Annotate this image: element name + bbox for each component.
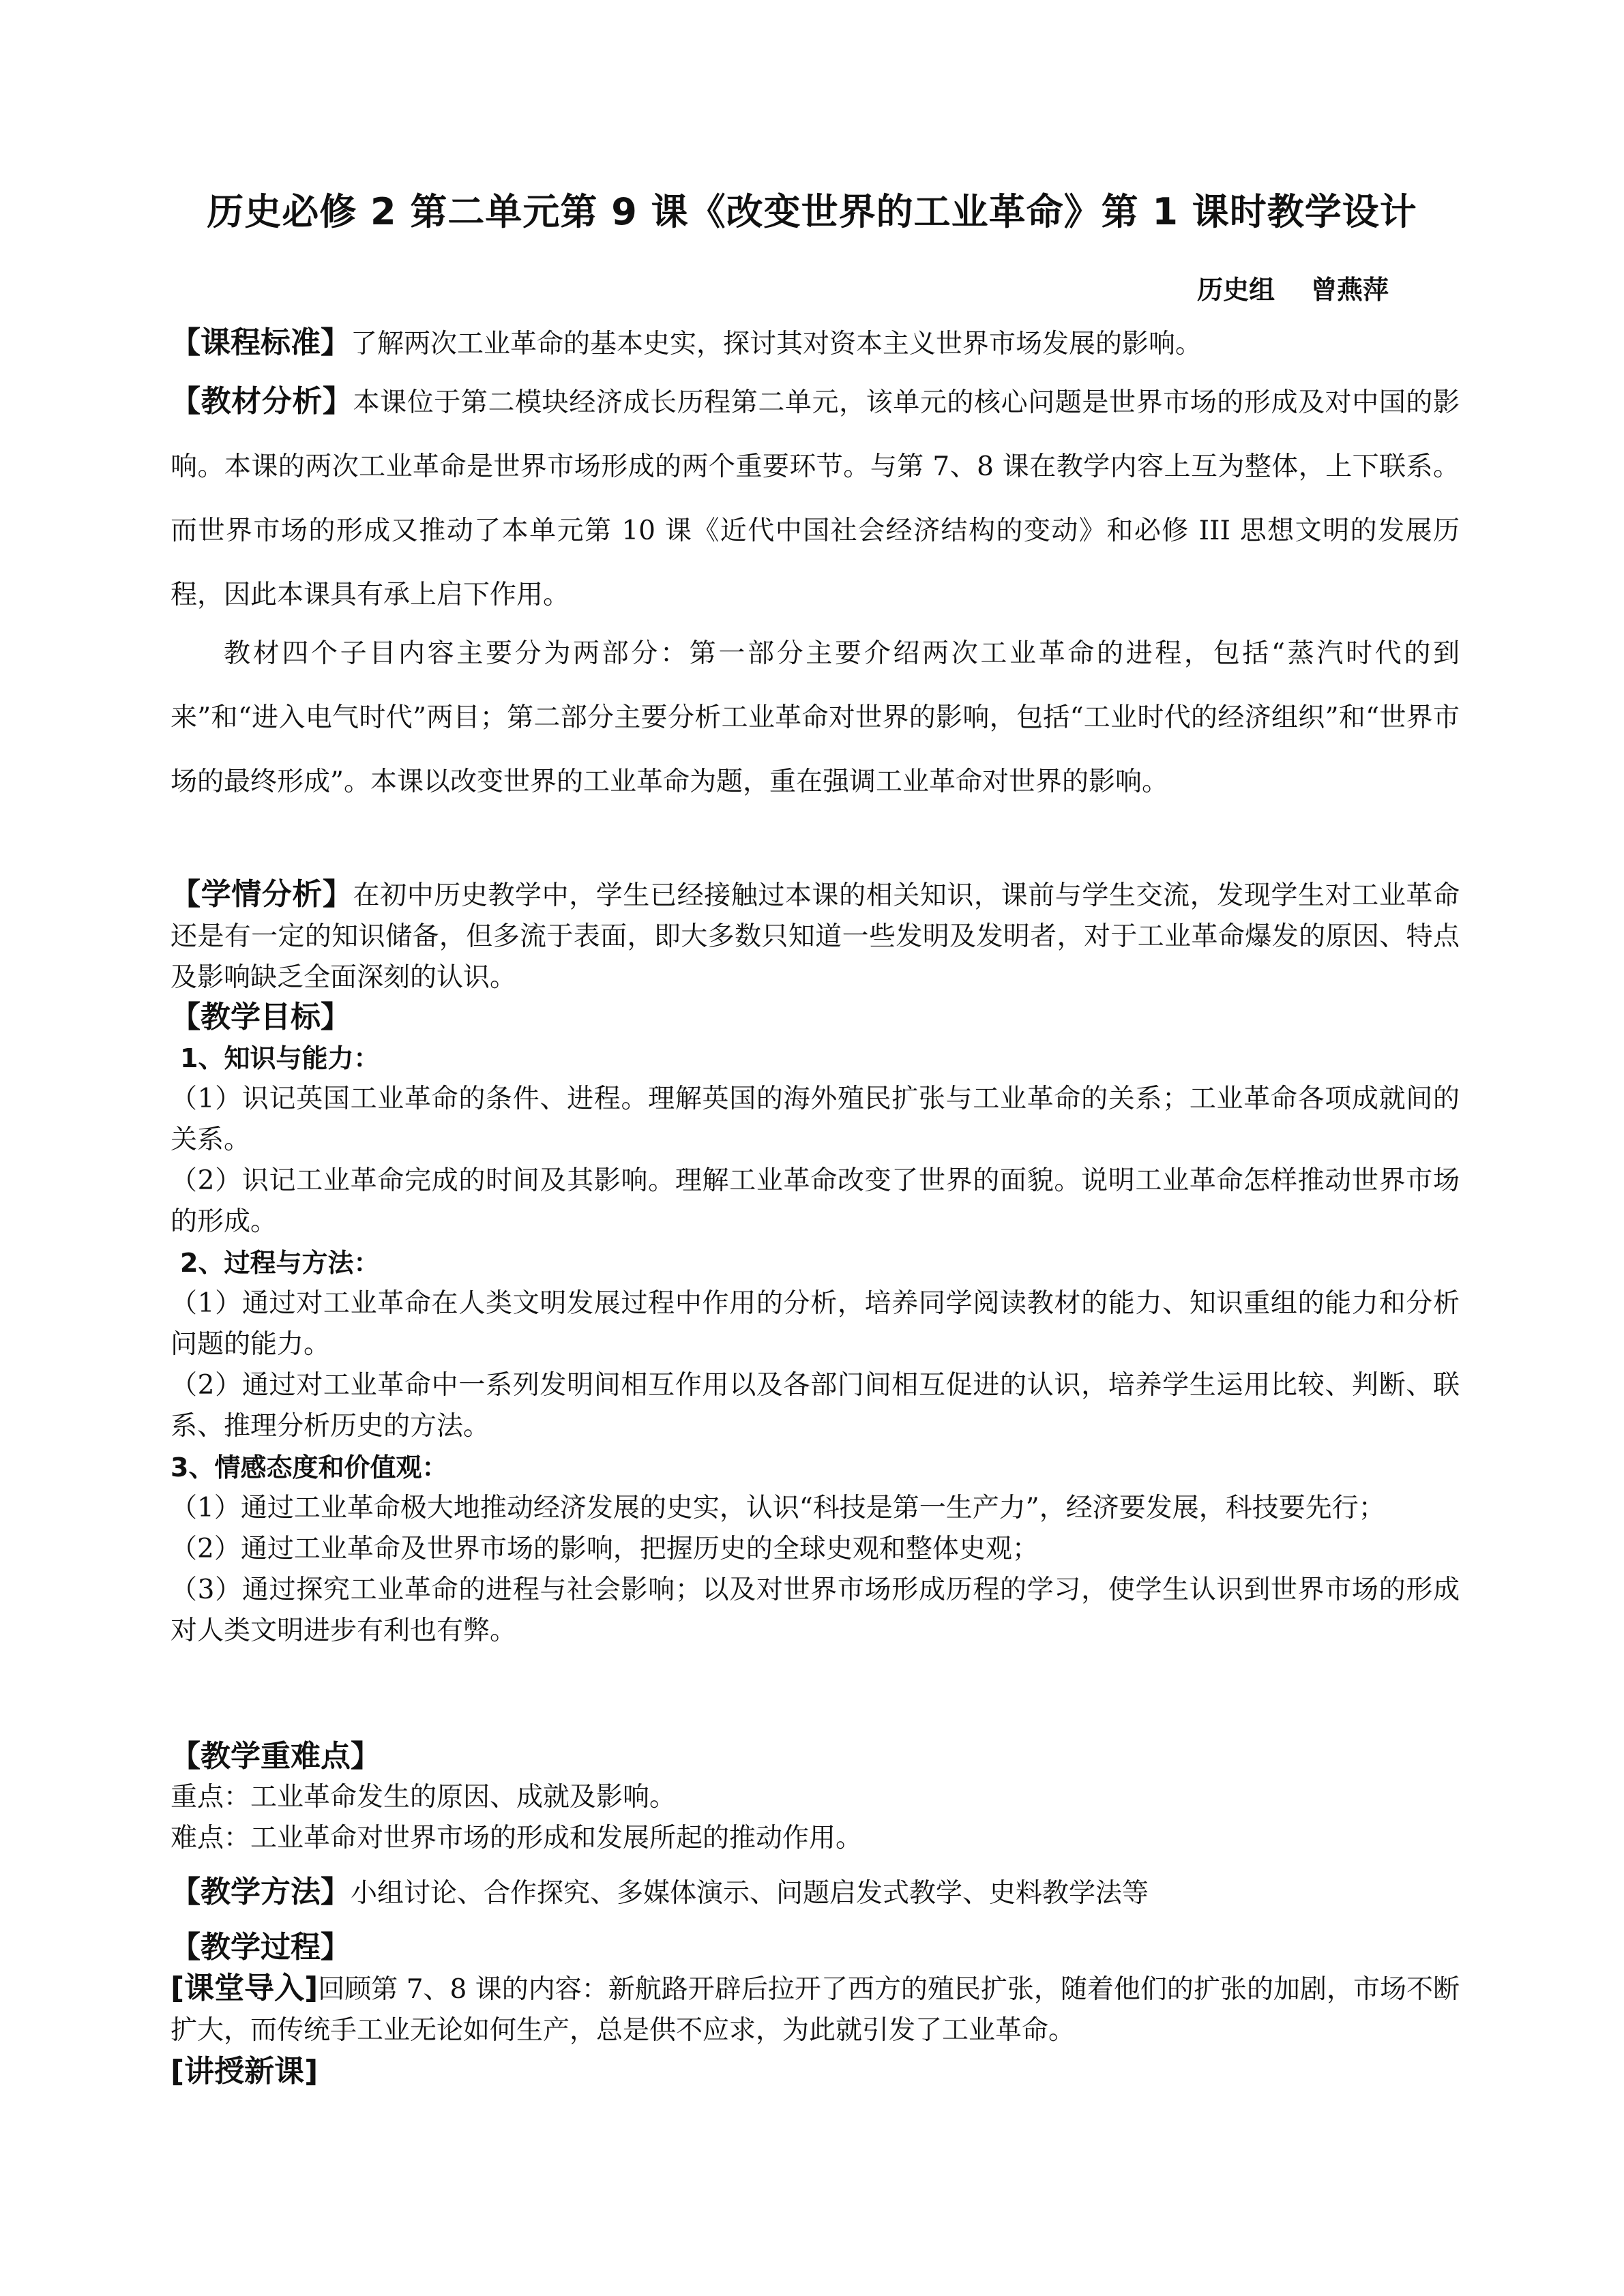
- emotion-item-1: （1）通过工业革命极大地推动经济发展的史实，认识“科技是第一生产力”，经济要发展，科技要先行；: [171, 1493, 1385, 1523]
- teaching-goals-heading: 【教学目标】: [171, 1000, 351, 1034]
- key-point-text: 重点：工业革命发生的原因、成就及影响。: [171, 1782, 677, 1813]
- process-item-1: （1）通过对工业革命在人类文明发展过程中作用的分析，培养同学阅读教材的能力、知识重组的能力和分析问题的能力。: [171, 1288, 1460, 1360]
- teaching-process-heading: 【教学过程】: [171, 1930, 351, 1965]
- curriculum-standard-text: 了解两次工业革命的基本史实，探讨其对资本主义世界市场发展的影响。: [351, 329, 1202, 359]
- textbook-analysis-paragraph-1: [171, 370, 1460, 627]
- knowledge-ability-heading: 1、知识与能力：: [180, 1043, 380, 1073]
- teaching-process-section: [171, 1927, 1460, 2092]
- process-method-heading: 2、过程与方法：: [180, 1248, 380, 1278]
- class-intro-heading: [课堂导入]: [171, 1971, 319, 2006]
- textbook-analysis-heading: 【教材分析】: [171, 384, 353, 419]
- class-intro-text: 回顾第 7、8 课的内容：新航路开辟后拉开了西方的殖民扩张，随着他们的扩张的加剧，市场不断扩大，而传统手工业无论如何生产，总是供不应求，为此就引发了工业革命。: [171, 1974, 1460, 2046]
- document-title: 历史必修 2 第二单元第 9 课《改变世界的工业革命》第 1 课时教学设计: [207, 190, 1417, 233]
- emotion-item-3: （3）通过探究工业革命的进程与社会影响；以及对世界市场形成历程的学习，使学生认识到世界市场的形成对人类文明进步有利也有弊。: [171, 1575, 1460, 1646]
- emotion-values-heading: 3、情感态度和价值观：: [171, 1452, 448, 1482]
- learner-analysis-section: [171, 874, 1460, 998]
- key-points-section: [171, 1736, 1460, 1859]
- curriculum-standard-section: [171, 322, 1460, 365]
- knowledge-item-2: （2）识记工业革命完成的时间及其影响。理解工业革命改变了世界的面貌。说明工业革命怎样推动世界市场的形成。: [171, 1165, 1460, 1237]
- textbook-analysis-text-1: 本课位于第二模块经济成长历程第二单元，该单元的核心问题是世界市场的形成及对中国的影响。本课的两次工业革命是世界市场形成的两个重要环节。与第 7、8 课在教学内容上互为整体，上下联系。而世界市场的形成又推动了本单元第 10 课《近代中国社会经济结构的变动》和必修 III 思想文明的发展历程，因此本课具有承上启下作用。: [171, 387, 1460, 610]
- process-item-2: （2）通过对工业革命中一系列发明间相互作用以及各部门间相互促进的认识，培养学生运用比较、判断、联系、推理分析历史的方法。: [171, 1370, 1460, 1442]
- new-lesson-heading: [讲授新课]: [171, 2054, 319, 2089]
- teaching-methods-text: 小组讨论、合作探究、多媒体演示、问题启发式教学、史料教学法等: [351, 1878, 1149, 1909]
- learner-analysis-heading: 【学情分析】: [171, 877, 353, 912]
- teaching-methods-section: [171, 1871, 1460, 1914]
- learner-analysis-text: 在初中历史教学中，学生已经接触过本课的相关知识，课前与学生交流，发现学生对工业革命还是有一定的知识储备，但多流于表面，即大多数只知道一些发明及发明者，对于工业革命爆发的原因、特点及影响缺乏全面深刻的认识。: [171, 880, 1460, 993]
- difficult-point-text: 难点：工业革命对世界市场的形成和发展所起的推动作用。: [171, 1823, 863, 1853]
- emotion-item-2: （2）通过工业革命及世界市场的影响，把握历史的全球史观和整体史观；: [171, 1534, 1039, 1564]
- author-line: 历史组 曾燕萍: [1197, 275, 1389, 305]
- teaching-goals-section: [171, 997, 1460, 1652]
- knowledge-item-1: （1）识记英国工业革命的条件、进程。理解英国的海外殖民扩张与工业革命的关系；工业革命各项成就间的关系。: [171, 1084, 1460, 1155]
- key-points-heading: 【教学重难点】: [171, 1739, 381, 1774]
- teaching-methods-heading: 【教学方法】: [171, 1875, 351, 1909]
- textbook-analysis-section: [171, 370, 1460, 627]
- curriculum-standard-heading: 【课程标准】: [171, 325, 351, 360]
- textbook-analysis-paragraph-2: 教材四个子目内容主要分为两部分：第一部分主要介绍两次工业革命的进程，包括“蒸汽时代的到来”和“进入电气时代”两目；第二部分主要分析工业革命对世界的影响，包括“工业时代的经济组织”和“世界市场的最终形成”。本课以改变世界的工业革命为题，重在强调工业革命对世界的影响。: [171, 638, 1460, 797]
